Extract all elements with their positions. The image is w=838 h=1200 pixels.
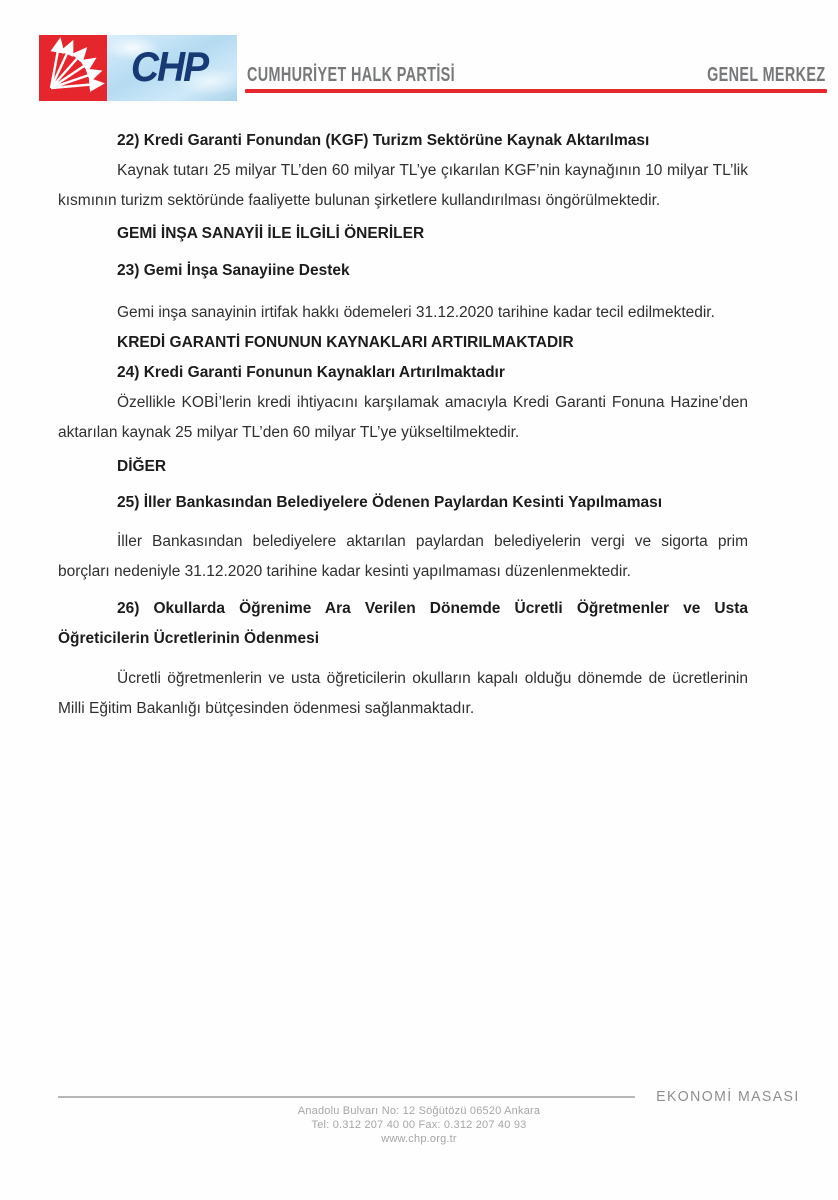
document-body [58, 93, 748, 724]
paragraph-24: Özellikle KOBİ’lerin kredi ihtiyacını karşılamak amacıyla Kredi Garanti Fonuna Hazine’den aktarılan kaynak 25 milyar TL’den 60 milyar TL’ye yükseltilmektedir. [58, 394, 748, 441]
footer-address-line: Anadolu Bulvarı No: 12 Söğütözü 06520 Ankara [297, 1105, 541, 1117]
chp-logo-wordmark-panel [107, 35, 237, 101]
paragraph-22: Kaynak tutarı 25 milyar TL’den 60 milyar TL’ye çıkarılan KGF’nin kaynağının 10 milyar TL’lik kısmının turizm sektöründe faaliyette bulunan şirketlere kullandırılması öngörülmektedir. [58, 162, 748, 209]
footer-rule-row [58, 1088, 800, 1105]
party-name-label: CUMHURİYET HALK PARTİSİ [247, 64, 456, 86]
footer-department-label: EKONOMİ MASASI [656, 1088, 800, 1105]
heading-24: 24) Kredi Garanti Fonunun Kaynakları Artırılmaktadır [117, 364, 505, 381]
footer-phone-line: Tel: 0.312 207 40 00 Fax: 0.312 207 40 93 [311, 1119, 527, 1131]
chp-wordmark: CHP [130, 44, 208, 91]
section-title-diger: DİĞER [117, 458, 167, 475]
heading-25: 25) İller Bankasından Belediyelere Ödenen Paylardan Kesinti Yapılmaması [117, 494, 663, 511]
footer-divider-line [58, 1096, 635, 1098]
office-name-label: GENEL MERKEZ [707, 64, 826, 86]
chp-logo [39, 35, 237, 101]
heading-23: 23) Gemi İnşa Sanayiine Destek [117, 262, 350, 279]
section-title-kredi-garanti: KREDİ GARANTİ FONUNUN KAYNAKLARI ARTIRILMAKTADIR [117, 334, 574, 351]
heading-26: 26) Okullarda Öğrenime Ara Verilen Dönemde Ücretli Öğretmenler ve Usta Öğreticilerin Ücretlerinin Ödenmesi [58, 600, 748, 647]
paragraph-25: İller Bankasından belediyelere aktarılan paylardan belediyelerin vergi ve sigorta prim borçları nedeniyle 31.12.2020 tarihine kadar kesinti yapılmaması düzenlenmektedir. [58, 533, 748, 580]
footer-contact-block [0, 1104, 838, 1146]
paragraph-23: Gemi inşa sanayinin irtifak hakkı ödemeleri 31.12.2020 tarihine kadar tecil edilmektedir. [117, 304, 715, 321]
six-arrows-icon [39, 35, 107, 101]
section-title-gemi-insa: GEMİ İNŞA SANAYİİ İLE İLGİLİ ÖNERİLER [117, 225, 425, 242]
footer-website: www.chp.org.tr [381, 1133, 457, 1145]
paragraph-26: Ücretli öğretmenlerin ve usta öğreticilerin okulların kapalı olduğu dönemde de ücretlerinin Milli Eğitim Bakanlığı bütçesinden ödenmesi sağlanmaktadır. [58, 670, 748, 717]
heading-22: 22) Kredi Garanti Fonundan (KGF) Turizm Sektörüne Kaynak Aktarılması [117, 132, 650, 149]
